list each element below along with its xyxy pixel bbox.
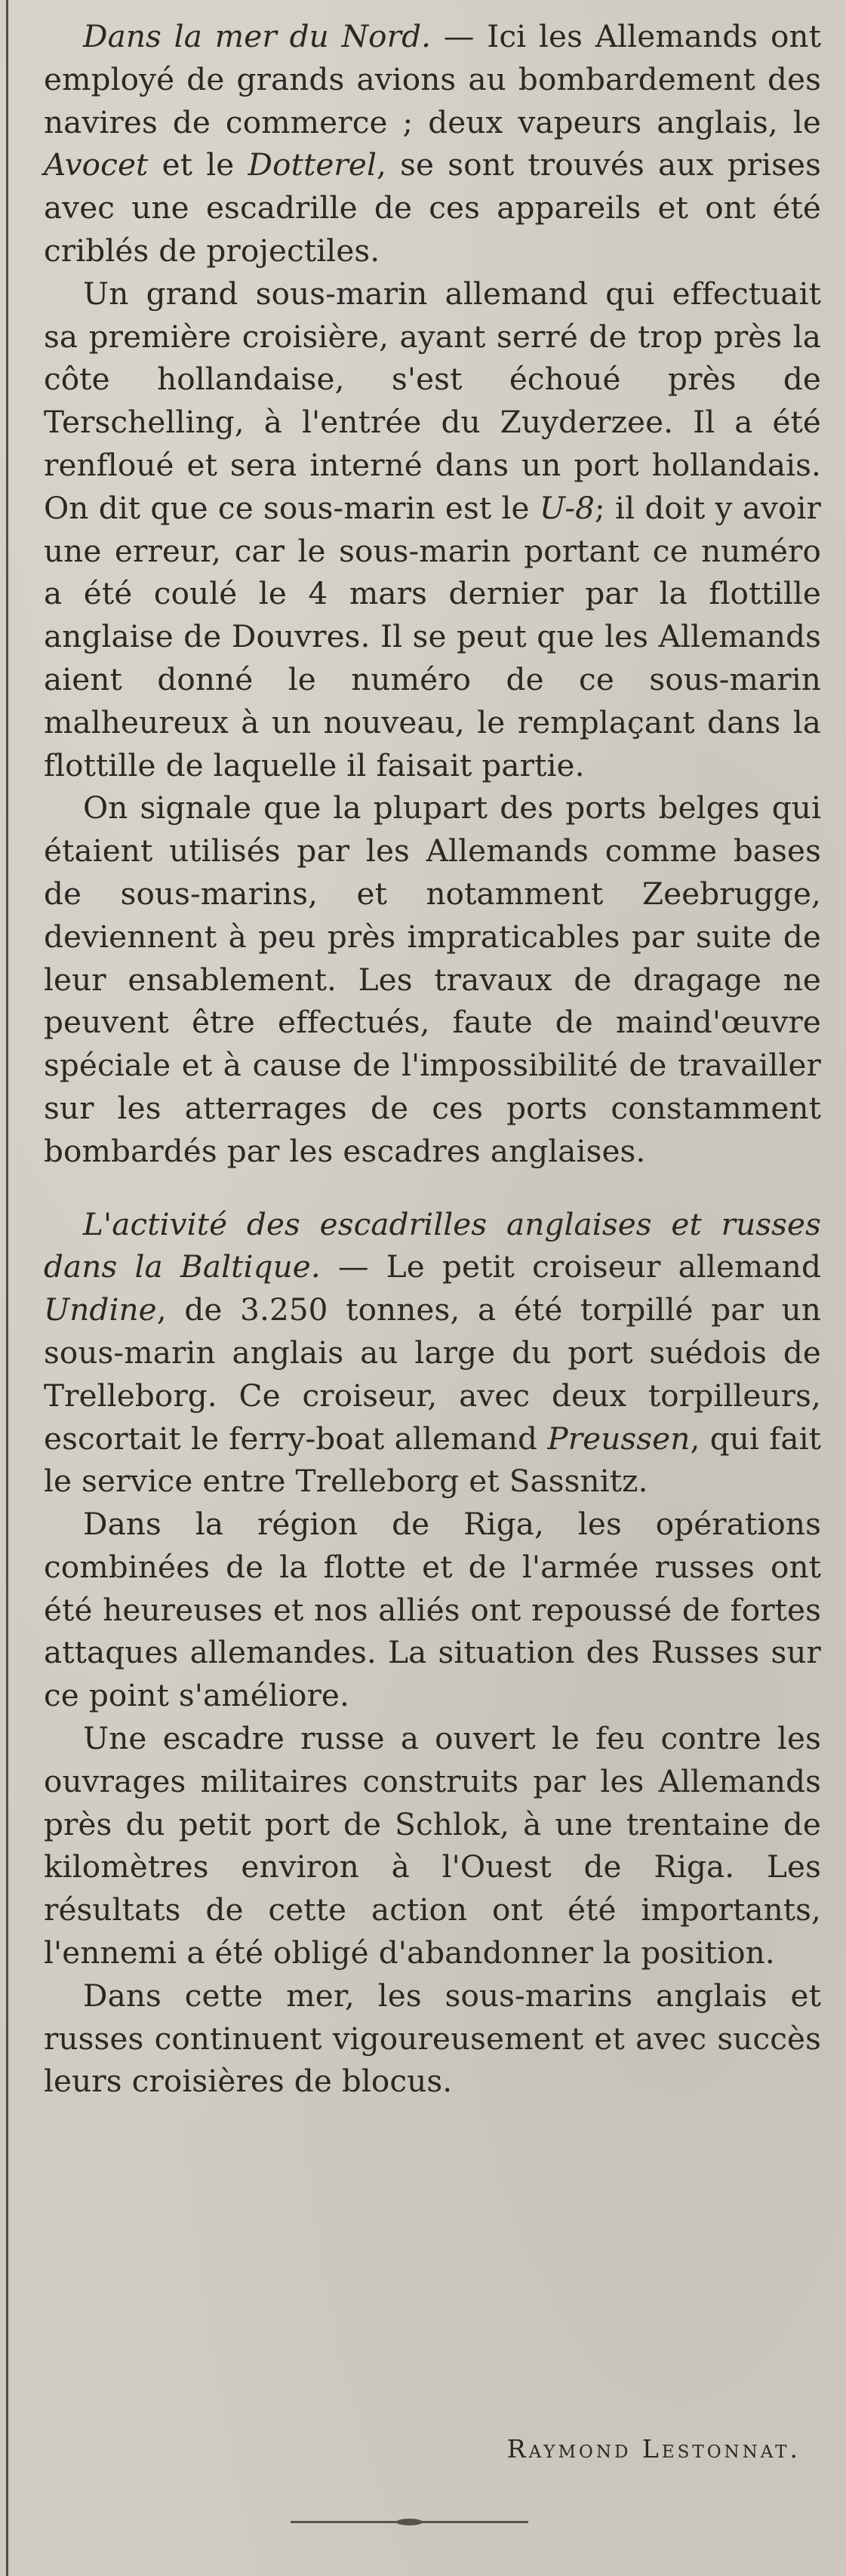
ship-name-dotterel: Dotterel [248,146,377,183]
article-column [44,15,821,2103]
paragraph-text: , se sont trouvés aux prises avec une escadrille de ces appareils et ont été criblés de projectiles. [44,146,821,269]
ship-name-undine: Undine [44,1291,157,1328]
author-signature: Raymond Lestonnat. [506,2434,801,2464]
submarine-name-u8: U-8 [539,489,595,526]
paragraph-submarine-terschelling [44,272,821,787]
paragraph-text: , qui fait le service entre Trelleborg et Sassnitz. [44,1420,822,1500]
paragraph-text: ; il doit y avoir une erreur, car le sous-marin portant ce numéro a été coulé le 4 mars dernier par la flottille anglaise de Douvres. Il se peut que les Allemands aient donné le numéro de ce sous-marin malheureux à un nouveau, le remplaçant dans la flottille de laquelle il faisait partie. [44,489,821,783]
paragraph-text: , de 3.250 tonnes, a été torpillé par un sous-marin anglais au large du port suédois de Trelleborg. Ce croiseur, avec deux torpilleurs, escortait le ferry-boat allemand [44,1291,821,1457]
paragraph-text: — Ici les Allemands ont employé de grands avions au bombardement des navires de commerce ; deux vapeurs anglais, le [44,18,821,140]
paragraph-riga: Dans la région de Riga, les opérations combinées de la flotte et de l'armée russes ont été heureuses et nos alliés ont repoussé de fortes attaques allemandes. La situation des Russes sur ce point s'améliore. [44,1506,821,1714]
section-heading-north-sea: Dans la mer du Nord. [83,18,432,54]
paragraph-text: — Le petit croiseur allemand [320,1248,821,1285]
paragraph-north-sea [44,15,821,272]
ship-name-avocet: Avocet [44,146,149,183]
paragraph-blockade: Dans cette mer, les sous-marins anglais et russes continuent vigoureusement et avec succès leurs croisières de blocus. [44,1977,821,2100]
column-rule [6,0,8,2576]
ship-name-preussen: Preussen [547,1420,691,1457]
paragraph-text: Un grand sous-marin allemand qui effectuait sa première croisière, ayant serré de trop près la côte hollandaise, s'est échoué près de Terschelling, à l'entrée du Zuyderzee. Il a été renfloué et sera interné dans un port hollandais. On dit que ce sous-marin est le [44,275,821,526]
paragraph-belgian-ports: On signale que la plupart des ports belges qui étaient utilisés par les Allemands comme bases de sous-marins, et notamment Zeebrugge, deviennent à peu près impraticables par suite de leur ensablement. Les travaux de dragage ne peuvent être effectués, faute de maind'œuvre spéciale et à cause de l'impossibilité de travailler sur les atterrages de ces ports constamment bombardés par les escadres anglaises. [44,789,821,1169]
paragraph-schlok: Une escadre russe a ouvert le feu contre les ouvrages militaires construits par les Allemands près du petit port de Schlok, à une trentaine de kilomètres environ à l'Ouest de Riga. Les résultats de cette action ont été importants, l'ennemi a été obligé d'abandonner la position. [44,1720,821,1971]
end-ornament-rule [291,2521,528,2523]
paragraph-text: et le [148,146,248,183]
section-heading-baltic: L'activité des escadrilles anglaises et russes dans la Baltique. [44,1205,821,1285]
paragraph-baltic [44,1203,821,1503]
